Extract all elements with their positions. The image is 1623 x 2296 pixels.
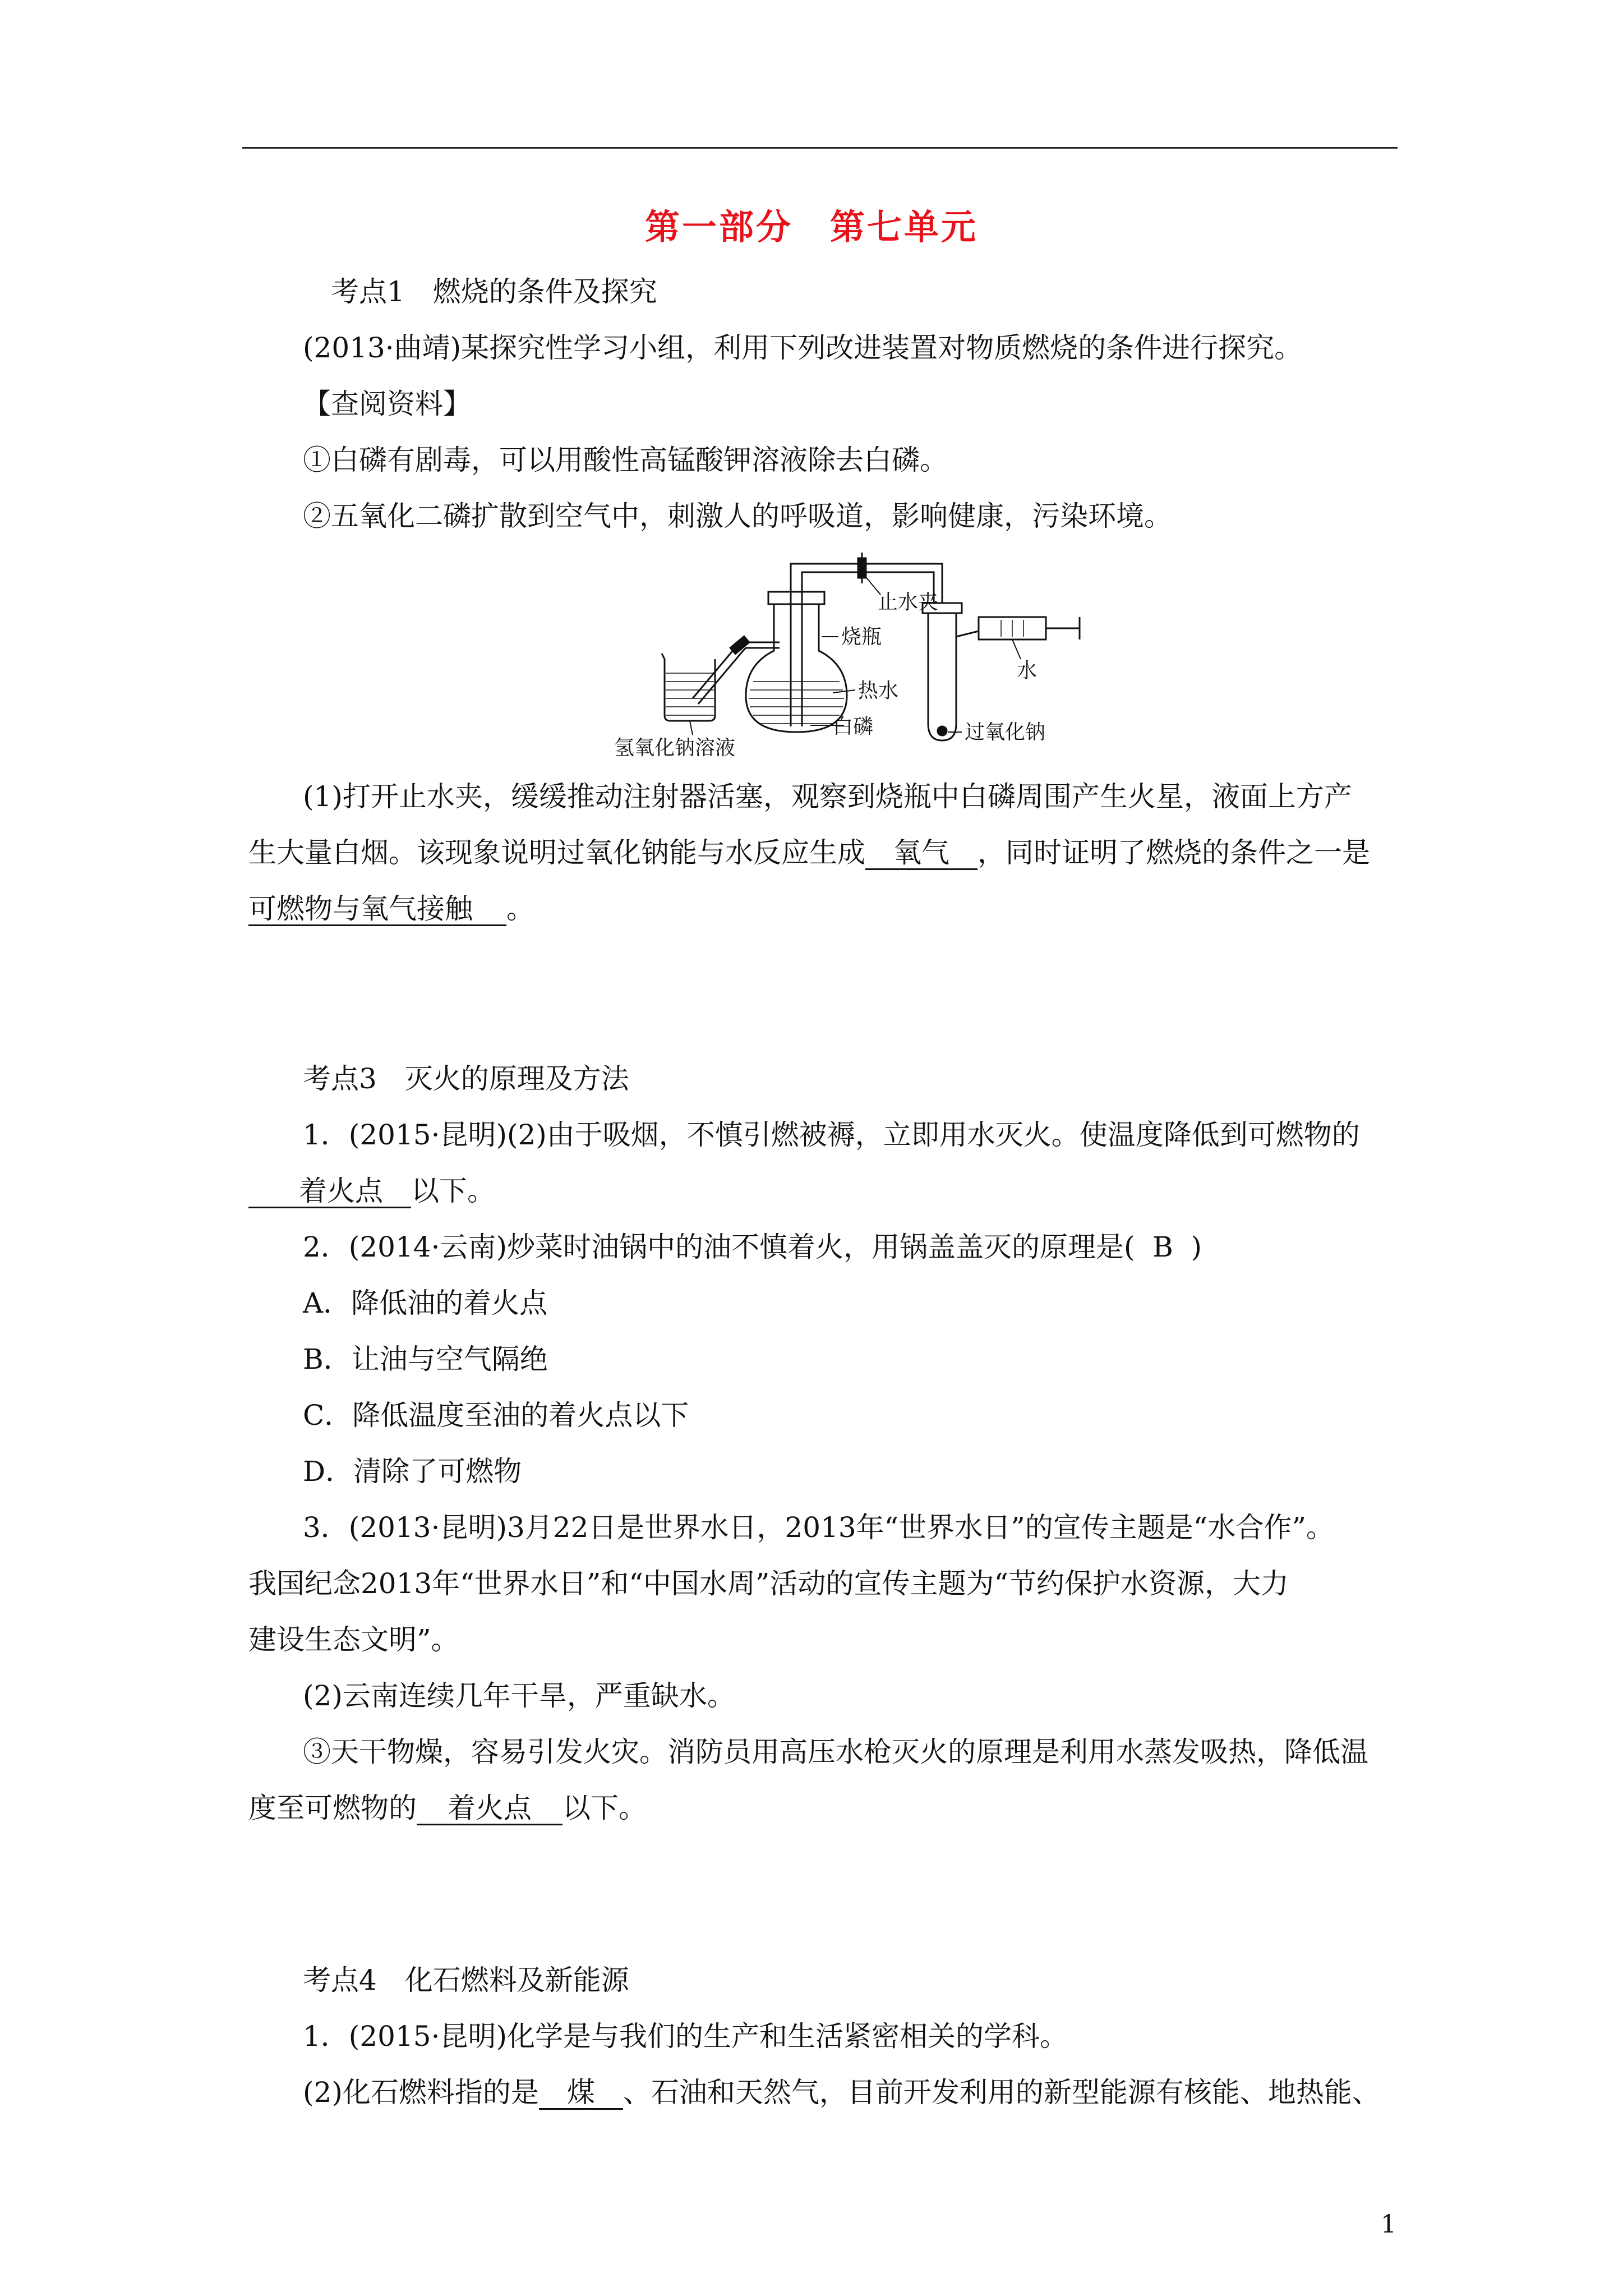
- page-title: 第一部分 第七单元: [644, 206, 978, 247]
- label-hot-water: 热水: [858, 679, 899, 702]
- kd3-q3-sub3-line-1: ③天干物燥，容易引发火灾。消防员用高压水枪灭火的原理是利用水蒸发吸热，降低温: [303, 1736, 1368, 1768]
- label-white-phosphorus: 白磷: [833, 715, 874, 738]
- answer-blank-contact: 可燃物与氧气接触: [248, 893, 506, 926]
- kd3-q3-sub3-line-2: 度至可燃物的 着火点 以下。: [248, 1792, 647, 1824]
- label-water: 水: [1017, 659, 1038, 682]
- q1-line-2: 生大量白烟。该现象说明过氧化钠能与水反应生成 氧气 ，同时证明了燃烧的条件之一是: [248, 836, 1370, 869]
- apparatus-figure: [608, 547, 1102, 763]
- label-flask: 烧瓶: [841, 625, 882, 648]
- kd4-q1: 1．(2015·昆明)化学是与我们的生产和生活紧密相关的学科。: [303, 2020, 1068, 2053]
- label-clamp: 止水夹: [878, 591, 939, 614]
- label-sodium-peroxide: 过氧化钠: [965, 721, 1046, 744]
- reference-item-1: ①白磷有剧毒，可以用酸性高锰酸钾溶液除去白磷。: [303, 444, 948, 476]
- answer-blank-oxygen: 氧气: [865, 837, 978, 870]
- beaker-shape: [662, 654, 715, 721]
- option-b: B．让油与空气隔绝: [303, 1343, 548, 1375]
- option-a: A．降低油的着火点: [303, 1287, 548, 1319]
- kd3-q2: 2．(2014·云南)炒菜时油锅中的油不慎着火，用锅盖盖灭的原理是( B ): [303, 1231, 1202, 1263]
- kd3-q1-line-2: 着火点 以下。: [248, 1174, 495, 1208]
- reference-item-2: ②五氧化二磷扩散到空气中，刺激人的呼吸道，影响健康，污染环境。: [303, 500, 1172, 532]
- reference-title: 【查阅资料】: [303, 388, 471, 420]
- section-heading-1: 考点1 燃烧的条件及探究: [331, 275, 657, 308]
- q1-line-1: (1)打开止水夹，缓缓推动注射器活塞，观察到烧瓶中白磷周围产生火星，液面上方产: [303, 780, 1352, 813]
- section-heading-3: 考点3 灭火的原理及方法: [303, 1062, 629, 1095]
- header-rule: [242, 147, 1398, 149]
- intro-text: (2013·曲靖)某探究性学习小组，利用下列改进装置对物质燃烧的条件进行探究。: [303, 332, 1303, 364]
- kd4-q1-sub: (2)化石燃料指的是 煤 、石油和天然气，目前开发利用的新型能源有核能、地热能、: [303, 2076, 1380, 2109]
- answer-blank-coal: 煤: [539, 2077, 623, 2110]
- answer-blank-ignition-1: 着火点: [248, 1175, 383, 1208]
- kd3-q1-line-1: 1．(2015·昆明)(2)由于吸烟，不慎引燃被褥，立即用水灭火。使温度降低到可燃物的: [303, 1119, 1360, 1151]
- answer-blank-ignition-2: 着火点: [417, 1792, 562, 1825]
- page-number: 1: [1381, 2210, 1396, 2239]
- kd3-q3-line-2: 我国纪念2013年“世界水日”和“中国水周”活动的宣传主题为“节约保护水资源，大力: [248, 1567, 1289, 1600]
- option-c: C．降低温度至油的着火点以下: [303, 1399, 689, 1432]
- kd3-q3-line-3: 建设生态文明”。: [248, 1623, 459, 1656]
- label-naoh-solution: 氢氧化钠溶液: [614, 737, 736, 760]
- kd3-q3-sub: (2)云南连续几年干旱，严重缺水。: [303, 1680, 735, 1712]
- section-heading-4: 考点4 化石燃料及新能源: [303, 1964, 629, 1996]
- option-d: D．清除了可燃物: [303, 1455, 522, 1488]
- kd3-q3-line-1: 3．(2013·昆明)3月22日是世界水日，2013年“世界水日”的宣传主题是“水合作”。: [303, 1511, 1334, 1544]
- answer-choice-b: B: [1152, 1231, 1173, 1263]
- q1-line-3: 可燃物与氧气接触 。: [248, 892, 534, 925]
